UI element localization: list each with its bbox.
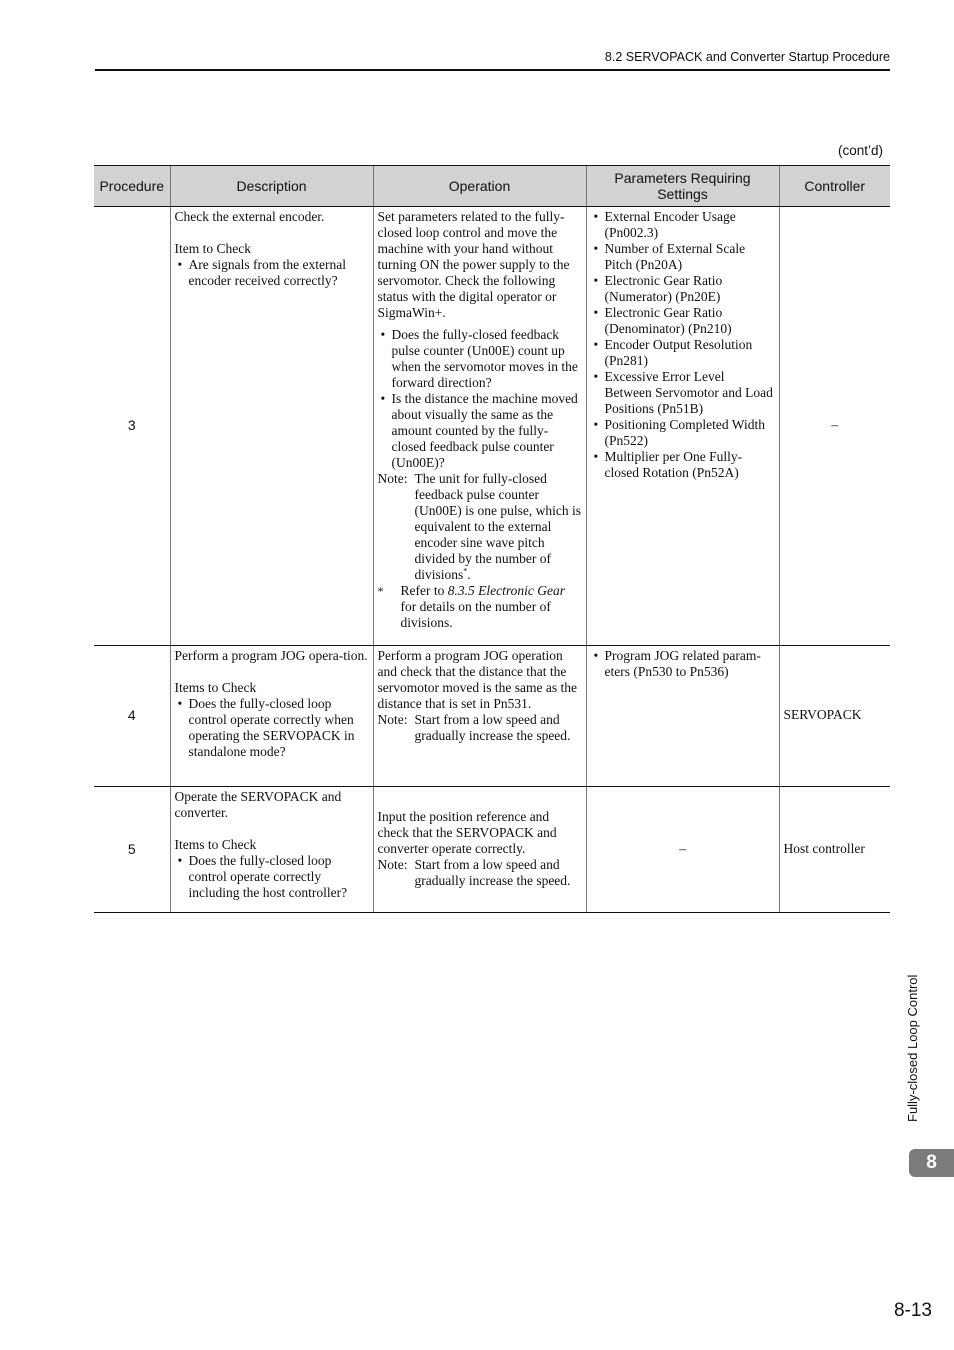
parameter-item: • Electronic Gear Ratio (Denominator) (Pn210) (591, 305, 775, 337)
operation-note (378, 471, 582, 583)
note-text: Start from a low speed and gradually increase the speed. (414, 712, 571, 743)
controller-cell: – (779, 207, 890, 646)
parameter-item: • Multiplier per One Fully-closed Rotation (Pn52A) (591, 449, 775, 481)
parameters-cell (586, 207, 779, 646)
section-header: 8.2 SERVOPACK and Converter Startup Procedure (604, 50, 890, 64)
chapter-side-label (904, 958, 922, 1122)
check-label: Item to Check (174, 241, 251, 256)
footnote (378, 583, 582, 631)
page-number: 8-13 (893, 1300, 932, 1321)
controller-cell: Host controller (779, 787, 890, 913)
parameter-item: • Program JOG related param-eters (Pn530 to Pn536) (591, 648, 775, 680)
description-cell (170, 207, 373, 646)
table-row (94, 787, 890, 913)
description-cell (170, 787, 373, 913)
note-label: Note: (377, 471, 408, 486)
description-intro: Operate the SERVOPACK and converter. (174, 789, 342, 820)
footnote-pre: Refer to (400, 583, 448, 598)
check-label: Items to Check (174, 680, 257, 695)
check-list (175, 853, 369, 901)
operation-note (378, 857, 582, 889)
check-list (175, 257, 369, 289)
operation-check-item: • Is the distance the machine moved about visually the same as the amount counted by the fully-closed feedback pulse counter (Un00E)? (378, 391, 582, 471)
col-header-procedure: Procedure (94, 166, 170, 207)
parameter-list (591, 209, 775, 481)
check-item: • Are signals from the external encoder received correctly? (175, 257, 369, 289)
check-item: • Does the fully-closed loop control operate correctly when operating the SERVOPACK in standalone mode? (175, 696, 369, 760)
note-label: Note: (377, 712, 408, 727)
parameter-item: • Encoder Output Resolution (Pn281) (591, 337, 775, 369)
table-row (94, 646, 890, 787)
operation-cell (373, 646, 586, 787)
description-cell (170, 646, 373, 787)
note-text: Start from a low speed and gradually increase the speed. (414, 856, 571, 888)
col-header-description: Description (170, 166, 373, 207)
header-rule (95, 69, 890, 71)
col-header-operation: Operation (373, 166, 586, 207)
parameters-cell: – (586, 787, 779, 913)
operation-text: Set parameters related to the fully-closed loop control and move the machine with your hand without turning ON the power supply to the servomotor. Check the following status with the digital operator or SigmaWin+. (377, 209, 570, 320)
note-footnote-mark: * (463, 566, 468, 576)
check-item: • Does the fully-closed loop control operate correctly including the host controller? (175, 853, 369, 901)
operation-cell (373, 787, 586, 913)
operation-text: Input the position reference and check that the SERVOPACK and converter operate correctly. (377, 808, 557, 856)
footnote-ref: 8.3.5 Electronic Gear (447, 583, 565, 598)
procedure-table (94, 165, 890, 913)
check-label: Items to Check (174, 837, 257, 852)
col-header-parameters: Parameters Requiring Settings (586, 166, 779, 207)
parameter-item: • External Encoder Usage (Pn002.3) (591, 209, 775, 241)
continued-label: (cont’d) (837, 143, 883, 158)
parameter-item: • Electronic Gear Ratio (Numerator) (Pn20E) (591, 273, 775, 305)
parameter-item: • Number of External Scale Pitch (Pn20A) (591, 241, 775, 273)
check-list (175, 696, 369, 760)
note-end: . (467, 567, 471, 582)
operation-checks (378, 327, 582, 471)
procedure-number: 3 (94, 207, 170, 646)
operation-text: Perform a program JOG operation and check that the distance that the servomotor moved is the same as the distance that is set in Pn531. (377, 648, 577, 711)
footnote-mark: * (377, 584, 384, 598)
parameter-item: • Positioning Completed Width (Pn522) (591, 417, 775, 449)
procedure-number: 5 (94, 787, 170, 913)
operation-cell (373, 207, 586, 646)
note-text: The unit for fully-closed feedback pulse counter (Un00E) is one pulse, which is equivalent to the external encoder sine wave pitch divided by the number of divisions (414, 471, 581, 582)
description-intro: Perform a program JOG opera-tion. (174, 648, 368, 663)
parameters-cell (586, 646, 779, 787)
operation-note (378, 712, 582, 744)
parameter-list (591, 648, 775, 680)
col-header-controller: Controller (779, 166, 890, 207)
table-row (94, 207, 890, 646)
note-label: Note: (377, 856, 408, 872)
chapter-side-label-text: Fully-closed Loop Control (905, 974, 920, 1122)
table-header-row (94, 166, 890, 207)
footnote-post: for details on the number of divisions. (400, 599, 551, 630)
description-intro: Check the external encoder. (174, 209, 325, 224)
parameter-item: • Excessive Error Level Between Servomotor and Load Positions (Pn51B) (591, 369, 775, 417)
operation-check-item: • Does the fully-closed feedback pulse counter (Un00E) count up when the servomotor moves in the forward direction? (378, 327, 582, 391)
controller-cell: SERVOPACK (779, 646, 890, 787)
procedure-number: 4 (94, 646, 170, 787)
chapter-tab: 8 (909, 1149, 954, 1177)
